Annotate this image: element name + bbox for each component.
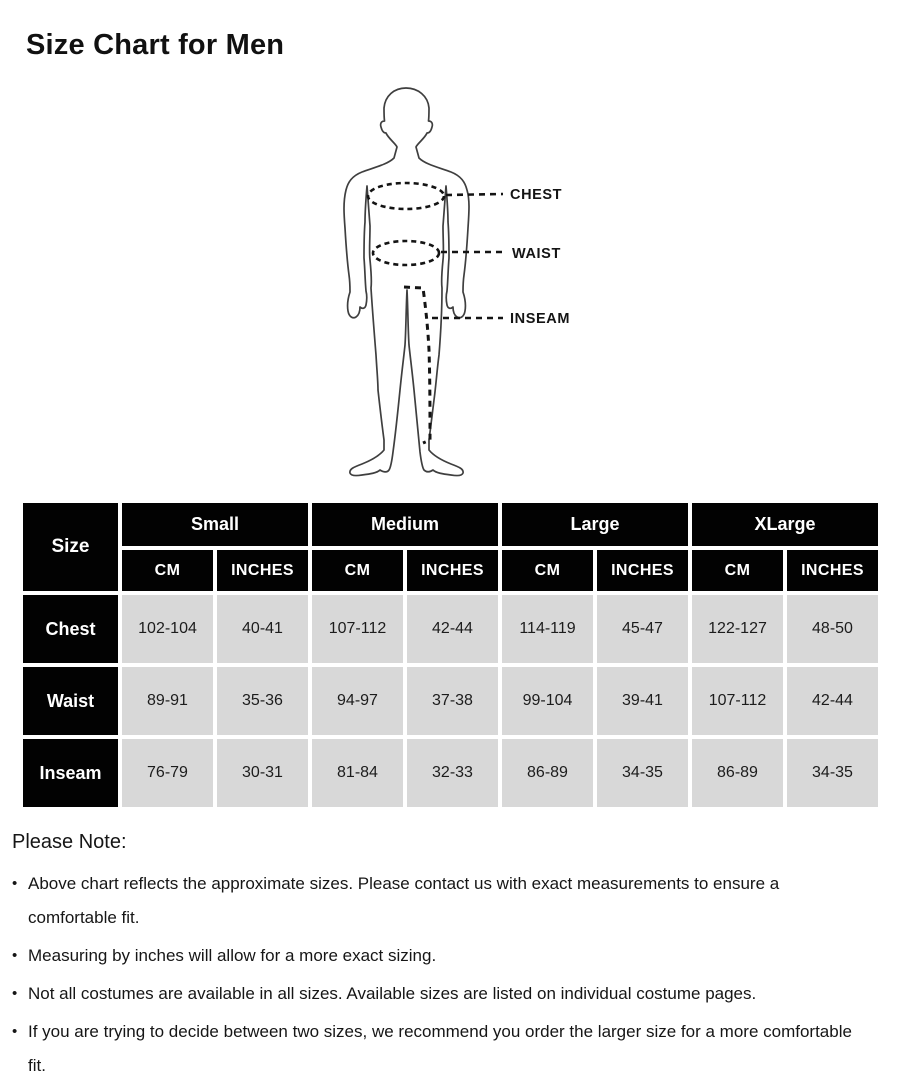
inseam-small-inches: 30-31 [217, 739, 308, 807]
table-row-waist [23, 667, 878, 735]
waist-label: WAIST [512, 246, 561, 262]
waist-xlarge-cm: 107-112 [692, 667, 783, 735]
waist-medium-inches: 37-38 [407, 667, 498, 735]
size-group-header-row [23, 503, 878, 546]
unit-header-row [23, 550, 878, 591]
body-outline-figure [344, 88, 469, 476]
unit-header-cm: CM [502, 550, 593, 591]
body-measurement-diagram [0, 80, 905, 492]
chest-medium-inches: 42-44 [407, 595, 498, 663]
inseam-medium-inches: 32-33 [407, 739, 498, 807]
notes-section [12, 831, 860, 1087]
row-header-inseam: Inseam [23, 739, 118, 807]
bullet-icon: • [12, 875, 18, 892]
list-item [12, 1015, 860, 1083]
chest-small-cm: 102-104 [122, 595, 213, 663]
waist-medium-cm: 94-97 [312, 667, 403, 735]
inseam-medium-cm: 81-84 [312, 739, 403, 807]
body-diagram-svg [0, 80, 905, 492]
inseam-xlarge-inches: 34-35 [787, 739, 878, 807]
chest-xlarge-cm: 122-127 [692, 595, 783, 663]
bullet-icon: • [12, 1023, 18, 1040]
bullet-icon: • [12, 947, 18, 964]
row-header-waist: Waist [23, 667, 118, 735]
inseam-label: INSEAM [510, 311, 570, 327]
group-header-xlarge: XLarge [692, 503, 878, 546]
chest-medium-cm: 107-112 [312, 595, 403, 663]
chest-label: CHEST [510, 187, 563, 203]
unit-header-cm: CM [692, 550, 783, 591]
chest-xlarge-inches: 48-50 [787, 595, 878, 663]
unit-header-inches: INCHES [787, 550, 878, 591]
waist-large-inches: 39-41 [597, 667, 688, 735]
waist-small-inches: 35-36 [217, 667, 308, 735]
unit-header-inches: INCHES [597, 550, 688, 591]
notes-list [12, 867, 860, 1083]
row-header-chest: Chest [23, 595, 118, 663]
table-row-chest [23, 595, 878, 663]
group-header-large: Large [502, 503, 688, 546]
list-item [12, 939, 860, 973]
notes-heading: Please Note: [12, 831, 127, 853]
note-text: Not all costumes are available in all sizes. Available sizes are listed on individual costume pages. [28, 984, 757, 1003]
note-text: Above chart reflects the approximate sizes. Please contact us with exact measurements to ensure a comfortable fit. [28, 874, 780, 927]
size-chart-table [19, 499, 882, 811]
bullet-icon: • [12, 985, 18, 1002]
unit-header-inches: INCHES [217, 550, 308, 591]
list-item [12, 977, 860, 1011]
list-item [12, 867, 860, 935]
chest-large-inches: 45-47 [597, 595, 688, 663]
note-text: Measuring by inches will allow for a more exact sizing. [28, 946, 437, 965]
unit-header-cm: CM [312, 550, 403, 591]
waist-small-cm: 89-91 [122, 667, 213, 735]
note-text: If you are trying to decide between two sizes, we recommend you order the larger size for a more comfortable fit. [28, 1022, 852, 1075]
unit-header-cm: CM [122, 550, 213, 591]
inseam-large-cm: 86-89 [502, 739, 593, 807]
unit-header-inches: INCHES [407, 550, 498, 591]
page-title: Size Chart for Men [26, 29, 285, 62]
inseam-xlarge-cm: 86-89 [692, 739, 783, 807]
group-header-medium: Medium [312, 503, 498, 546]
group-header-small: Small [122, 503, 308, 546]
inseam-small-cm: 76-79 [122, 739, 213, 807]
chest-large-cm: 114-119 [502, 595, 593, 663]
inseam-large-inches: 34-35 [597, 739, 688, 807]
table-row-inseam [23, 739, 878, 807]
waist-xlarge-inches: 42-44 [787, 667, 878, 735]
waist-large-cm: 99-104 [502, 667, 593, 735]
size-corner-header: Size [23, 503, 118, 591]
chest-small-inches: 40-41 [217, 595, 308, 663]
